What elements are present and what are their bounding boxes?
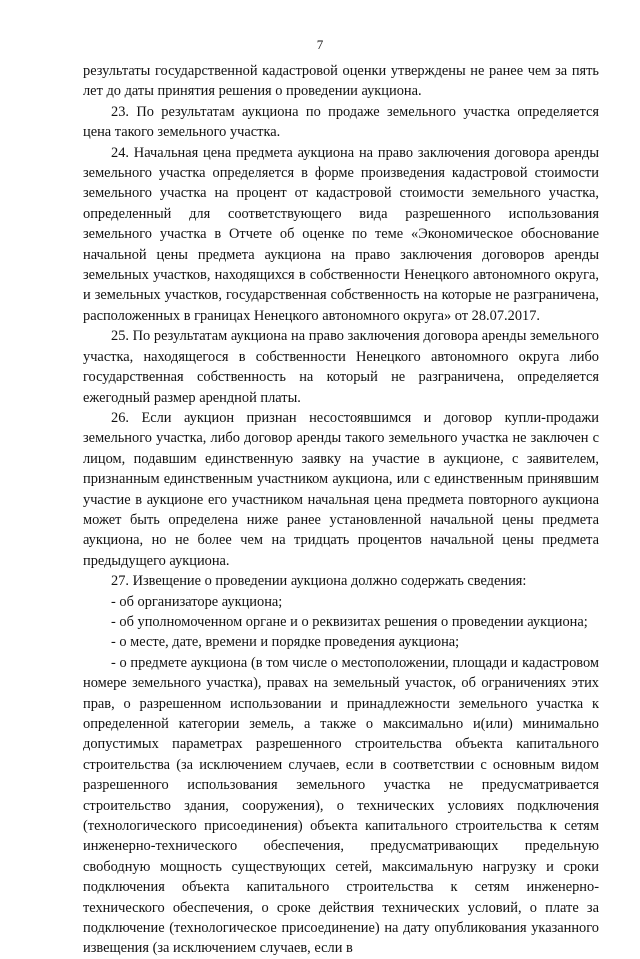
list-item-auction-subject: - о предмете аукциона (в том числе о местоположении, площади и кадастровом номере земельного участка), правах на земельный участок, об ограничениях этих прав, о разрешенном использовании и принадлежности земельного участка к определенной категории земель, а также о максимально и(или) минимально допустимых параметрах разрешенного строительства объекта капитального строительства (за исключением случаев, если в соответствии с основным видом разрешенного использования земельного участка не предусматривается строительство здания, сооружения), о технических условиях подключения (технологического присоединения) объекта капитального строительства к сетям инженерно-технического обеспечения, предусматривающих предельную свободную мощность существующих сетей, максимальную нагрузку и сроки подключения объекта капитального строительства к сетям инженерно-технического обеспечения, о сроке действия технических условий, о плате за подключение (технологическое присоединение) на дату опубликования указанного извещения (за исключением случаев, если в [83,654,599,957]
paragraph-continuation: результаты государственной кадастровой оценки утверждены не ранее чем за пять лет до даты принятия решения о проведении аукциона. [83,63,599,100]
document-body [83,61,599,959]
paragraph-25: 25. По результатам аукциона на право заключения договора аренды земельного участка, находящегося в собственности Ненецкого автономного округа либо государственная собственность на который не разграничена, определяется ежегодный размер арендной платы. [83,328,599,406]
list-item-authorized-body: - об уполномоченном органе и о реквизитах решения о проведении аукциона; [111,613,588,630]
paragraph-23: 23. По результатам аукциона по продаже земельного участка определяется цена такого земельного участка. [83,103,599,141]
paragraph-24: 24. Начальная цена предмета аукциона на право заключения договора аренды земельного участка определяется в форме произведения кадастровой стоимости земельного участка на процент от кадастровой стоимости земельного участка, определенный для соответствующего вида разрешенного использования земельного участка в Отчете об оценке по теме «Экономическое обоснование начальной цены предмета аукциона на право заключения договоров аренды земельных участков, находящихся в собственности Ненецкого автономного округа, и земельных участков, государственная собственность на которые не разграничена, расположенных в границах Ненецкого автономного округа» от 28.07.2017. [83,144,599,324]
paragraph-26: 26. Если аукцион признан несостоявшимся и договор купли-продажи земельного участка, либо договор аренды такого земельного участка не заключен с лицом, подавшим единственную заявку на участие в аукционе, с заявителем, признанным единственным участником аукциона, или с единственным принявшим участие в аукционе его участником начальная цена предмета повторного аукциона может быть определена ниже ранее установленной начальной цены предмета аукциона, но не более чем на тридцать процентов начальной цены предмета предыдущего аукциона. [83,409,599,569]
list-item-organizer: - об организаторе аукциона; [111,593,283,610]
paragraph-27: 27. Извещение о проведении аукциона должно содержать сведения: [111,573,527,590]
page-number: 7 [316,37,324,52]
list-item-place-date-time: - о месте, дате, времени и порядке проведения аукциона; [111,634,460,651]
